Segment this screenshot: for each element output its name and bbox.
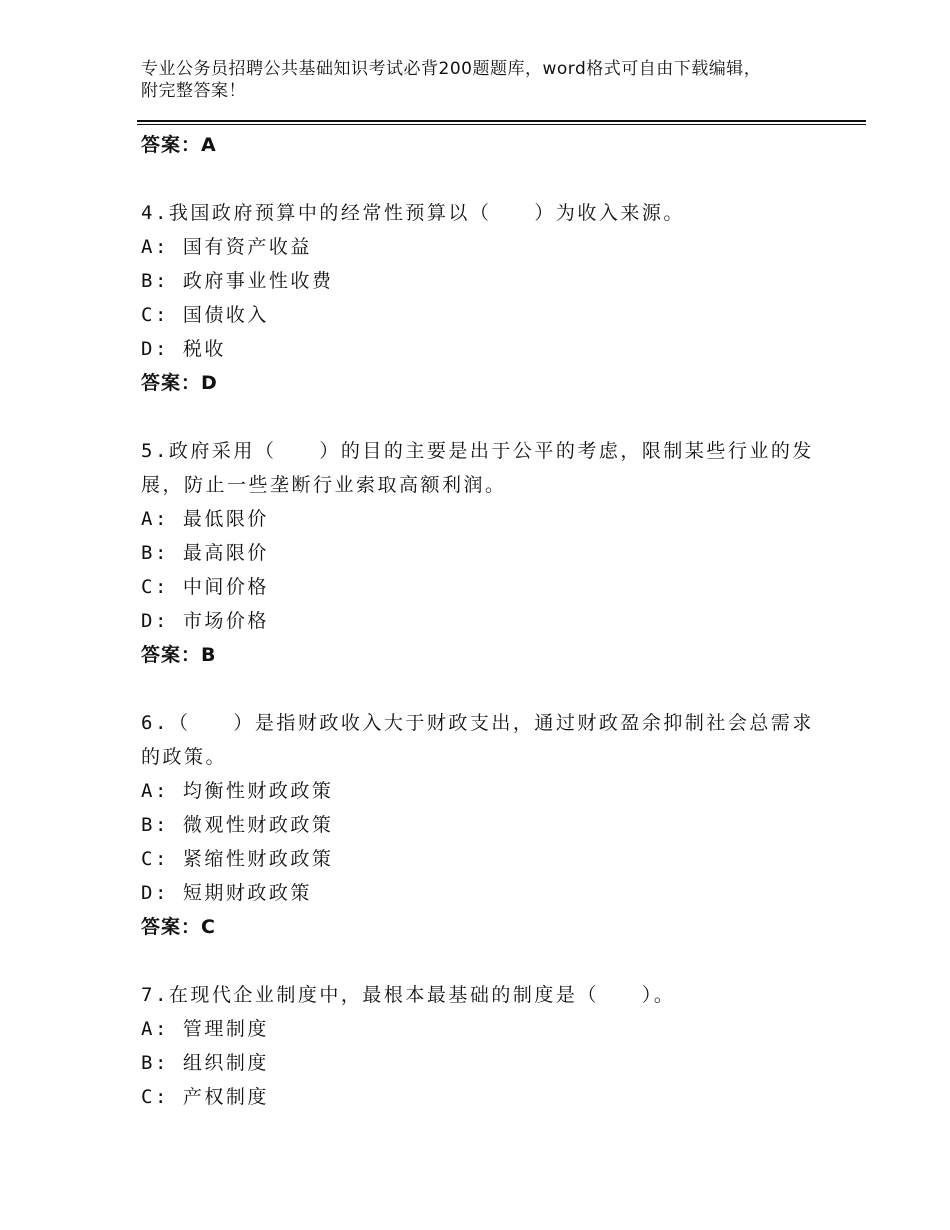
option-b: B: 政府事业性收费 — [141, 270, 334, 292]
option-b: B: 微观性财政政策 — [141, 814, 334, 836]
option-d: D: 市场价格 — [141, 610, 269, 632]
question-text: 7.在现代企业制度中，最根本最基础的制度是（ ）。 — [141, 984, 676, 1006]
option-a: A: 最低限价 — [141, 508, 269, 530]
option-c: C: 产权制度 — [141, 1086, 269, 1108]
option-b: B: 最高限价 — [141, 542, 269, 564]
answer-line: 答案：C — [141, 916, 216, 938]
spacer — [141, 400, 821, 434]
spacer — [141, 944, 821, 978]
header-line-2: 附完整答案！ — [141, 81, 246, 101]
spacer — [141, 672, 821, 706]
option-a: A: 均衡性财政政策 — [141, 780, 334, 802]
option-a: A: 国有资产收益 — [141, 236, 312, 258]
answer-line: 答案：B — [141, 644, 217, 666]
option-b: B: 组织制度 — [141, 1052, 269, 1074]
option-a: A: 管理制度 — [141, 1018, 269, 1040]
option-c: C: 国债收入 — [141, 304, 269, 326]
option-c: C: 中间价格 — [141, 576, 269, 598]
header-divider-thin — [137, 124, 866, 125]
spacer — [141, 162, 821, 196]
header-divider-thick — [137, 120, 866, 122]
question-list — [141, 128, 821, 1114]
question-text: 5.政府采用（ ）的目的主要是出于公平的考虑，限制某些行业的发展，防止一些垄断行业索取高额利润。 — [141, 440, 814, 496]
header-line-1: 专业公务员招聘公共基础知识考试必背200题题库，word格式可自由下载编辑， — [141, 59, 762, 79]
option-c: C: 紧缩性财政政策 — [141, 848, 334, 870]
question-text: 4.我国政府预算中的经常性预算以（ ）为收入来源。 — [141, 202, 685, 224]
option-d: D: 短期财政政策 — [141, 882, 312, 904]
document-header — [141, 58, 841, 102]
question-text: 6.（ ）是指财政收入大于财政支出，通过财政盈余抑制社会总需求的政策。 — [141, 712, 814, 768]
answer-line: 答案：A — [141, 134, 217, 156]
answer-line: 答案：D — [141, 372, 218, 394]
option-d: D: 税收 — [141, 338, 226, 360]
